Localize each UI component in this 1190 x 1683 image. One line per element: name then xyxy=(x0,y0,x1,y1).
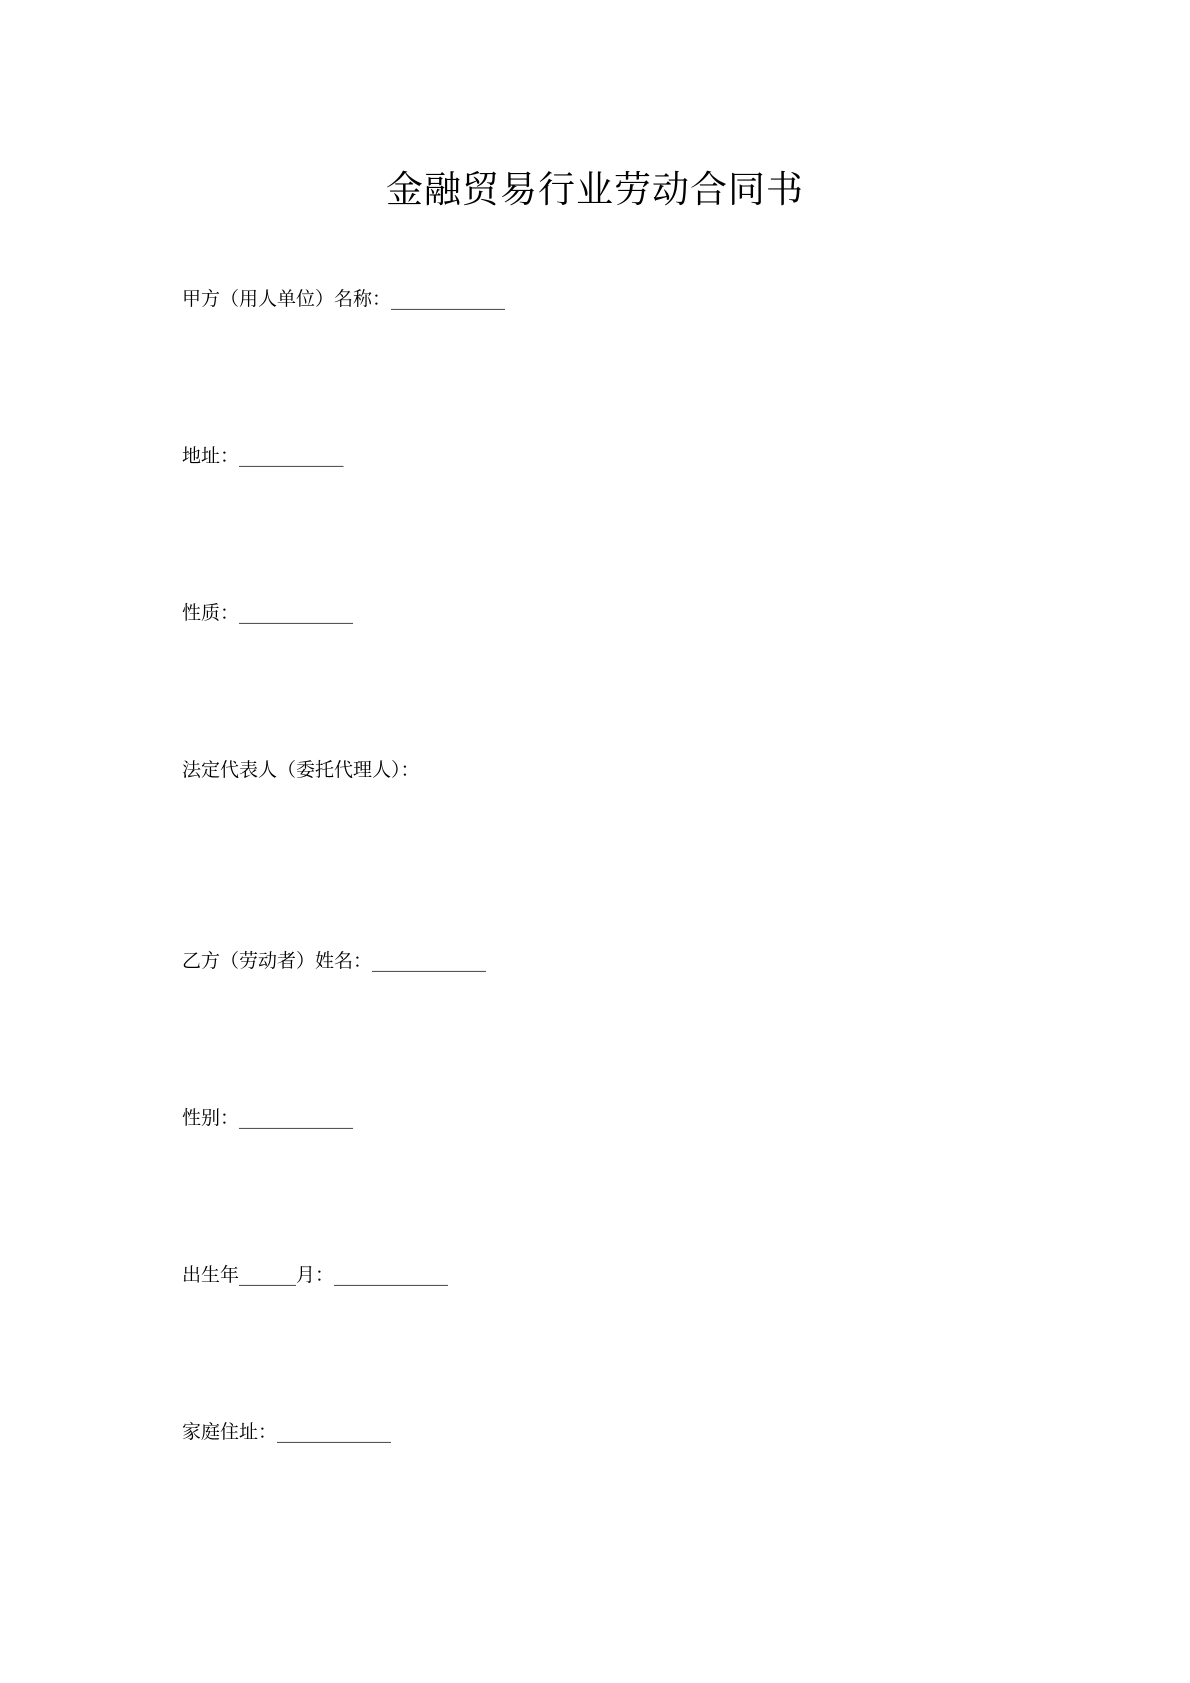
document-title: 金融贸易行业劳动合同书 xyxy=(386,168,804,211)
employer-address-field: 地址：___________ xyxy=(182,445,344,467)
employer-name-field: 甲方（用人单位）名称：____________ xyxy=(182,288,506,310)
employer-nature-field: 性质：____________ xyxy=(182,602,354,624)
employee-birth-field: 出生年______月：____________ xyxy=(182,1264,449,1286)
employee-home-address-field: 家庭住址：____________ xyxy=(182,1421,392,1443)
legal-representative-field: 法定代表人（委托代理人）： xyxy=(182,759,420,781)
employee-name-field: 乙方（劳动者）姓名：____________ xyxy=(182,950,487,972)
employee-gender-field: 性别：____________ xyxy=(182,1107,354,1129)
